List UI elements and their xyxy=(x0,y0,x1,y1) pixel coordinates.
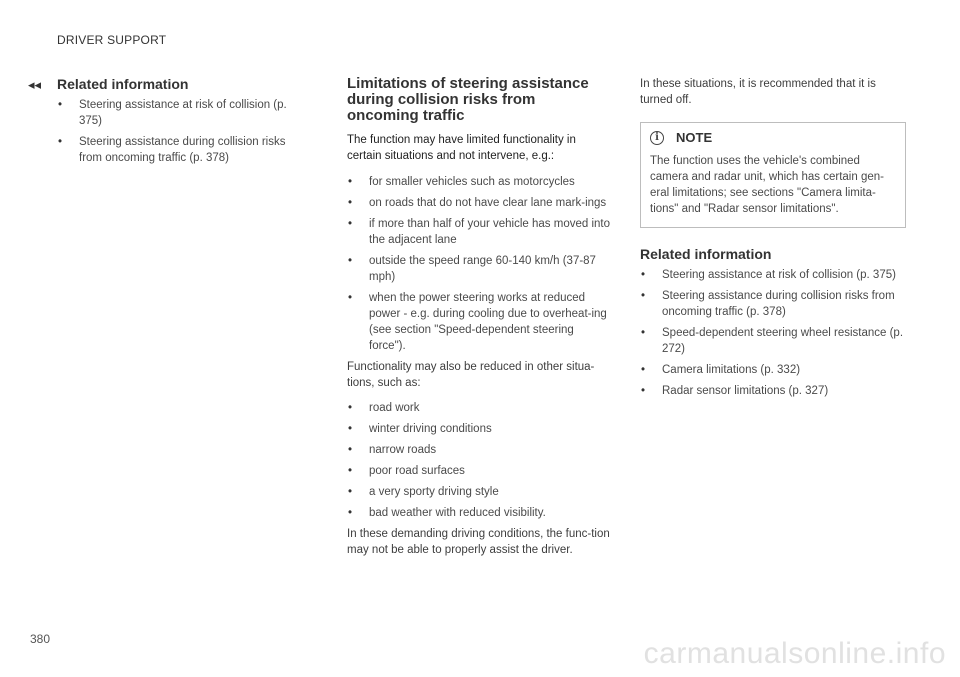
list-item: • narrow roads xyxy=(347,442,612,458)
watermark: carmanualsonline.info xyxy=(643,637,946,670)
related-links-list xyxy=(640,267,906,399)
list-item: • winter driving conditions xyxy=(347,421,612,437)
conditions-list xyxy=(347,400,612,521)
limitations-list xyxy=(347,174,612,354)
list-item: • poor road surfaces xyxy=(347,463,612,479)
section-title: Limitations of steering assistance during collision risks from oncoming traffic xyxy=(347,75,589,124)
related-links-list xyxy=(57,97,307,166)
page-number: 380 xyxy=(30,632,51,646)
related-link[interactable]: • Steering assistance at risk of collision (p. 375) xyxy=(57,97,307,129)
related-link[interactable]: • Speed-dependent steering wheel resistance (p. 272) xyxy=(640,325,906,357)
right-column xyxy=(640,76,906,404)
related-link[interactable]: • Steering assistance at risk of collision (p. 375) xyxy=(640,267,906,283)
list-item: • outside the speed range 60-140 km/h (37-87 mph) xyxy=(347,253,612,285)
related-link[interactable]: • Steering assistance during collision risks from oncoming traffic (p. 378) xyxy=(640,288,906,320)
note-box xyxy=(640,122,906,228)
related-link[interactable]: • Camera limitations (p. 332) xyxy=(640,362,906,378)
related-info-heading: Related information xyxy=(57,76,189,92)
related-link[interactable]: • Radar sensor limitations (p. 327) xyxy=(640,383,906,399)
list-item: • road work xyxy=(347,400,612,416)
left-column xyxy=(57,76,307,171)
continued-marker-icon: ◂◂ xyxy=(28,77,42,92)
recommendation-text: In these situations, it is recommended that it is turned off. xyxy=(640,78,876,106)
info-icon: i xyxy=(650,131,664,145)
list-item: • on roads that do not have clear lane mark-ings xyxy=(347,195,612,211)
note-text: The function uses the vehicle's combined camera and radar unit, which has certain gen-eral limitations; see sections "Camera limita-tions" and "Radar sensor limitations". xyxy=(650,155,884,215)
list-item: • if more than half of your vehicle has moved into the adjacent lane xyxy=(347,216,612,248)
related-info-heading: Related information xyxy=(640,246,772,262)
note-label: NOTE xyxy=(676,130,713,145)
list-item: • for smaller vehicles such as motorcycles xyxy=(347,174,612,190)
middle-column xyxy=(347,76,612,558)
closing-text: In these demanding driving conditions, the func-tion may not be able to properly assist the driver. xyxy=(347,528,610,556)
related-link[interactable]: • Steering assistance during collision risks from oncoming traffic (p. 378) xyxy=(57,134,307,166)
intro-text: The function may have limited functionality in certain situations and not intervene, e.g.: xyxy=(347,134,576,162)
list-item: • a very sporty driving style xyxy=(347,484,612,500)
section-header: DRIVER SUPPORT xyxy=(57,33,167,47)
reduced-intro-text: Functionality may also be reduced in other situa-tions, such as: xyxy=(347,361,595,389)
list-item: • when the power steering works at reduced power - e.g. during cooling due to overheat-ing (see section "Speed-dependent steering force"). xyxy=(347,290,612,354)
note-header xyxy=(650,130,895,145)
list-item: • bad weather with reduced visibility. xyxy=(347,505,612,521)
